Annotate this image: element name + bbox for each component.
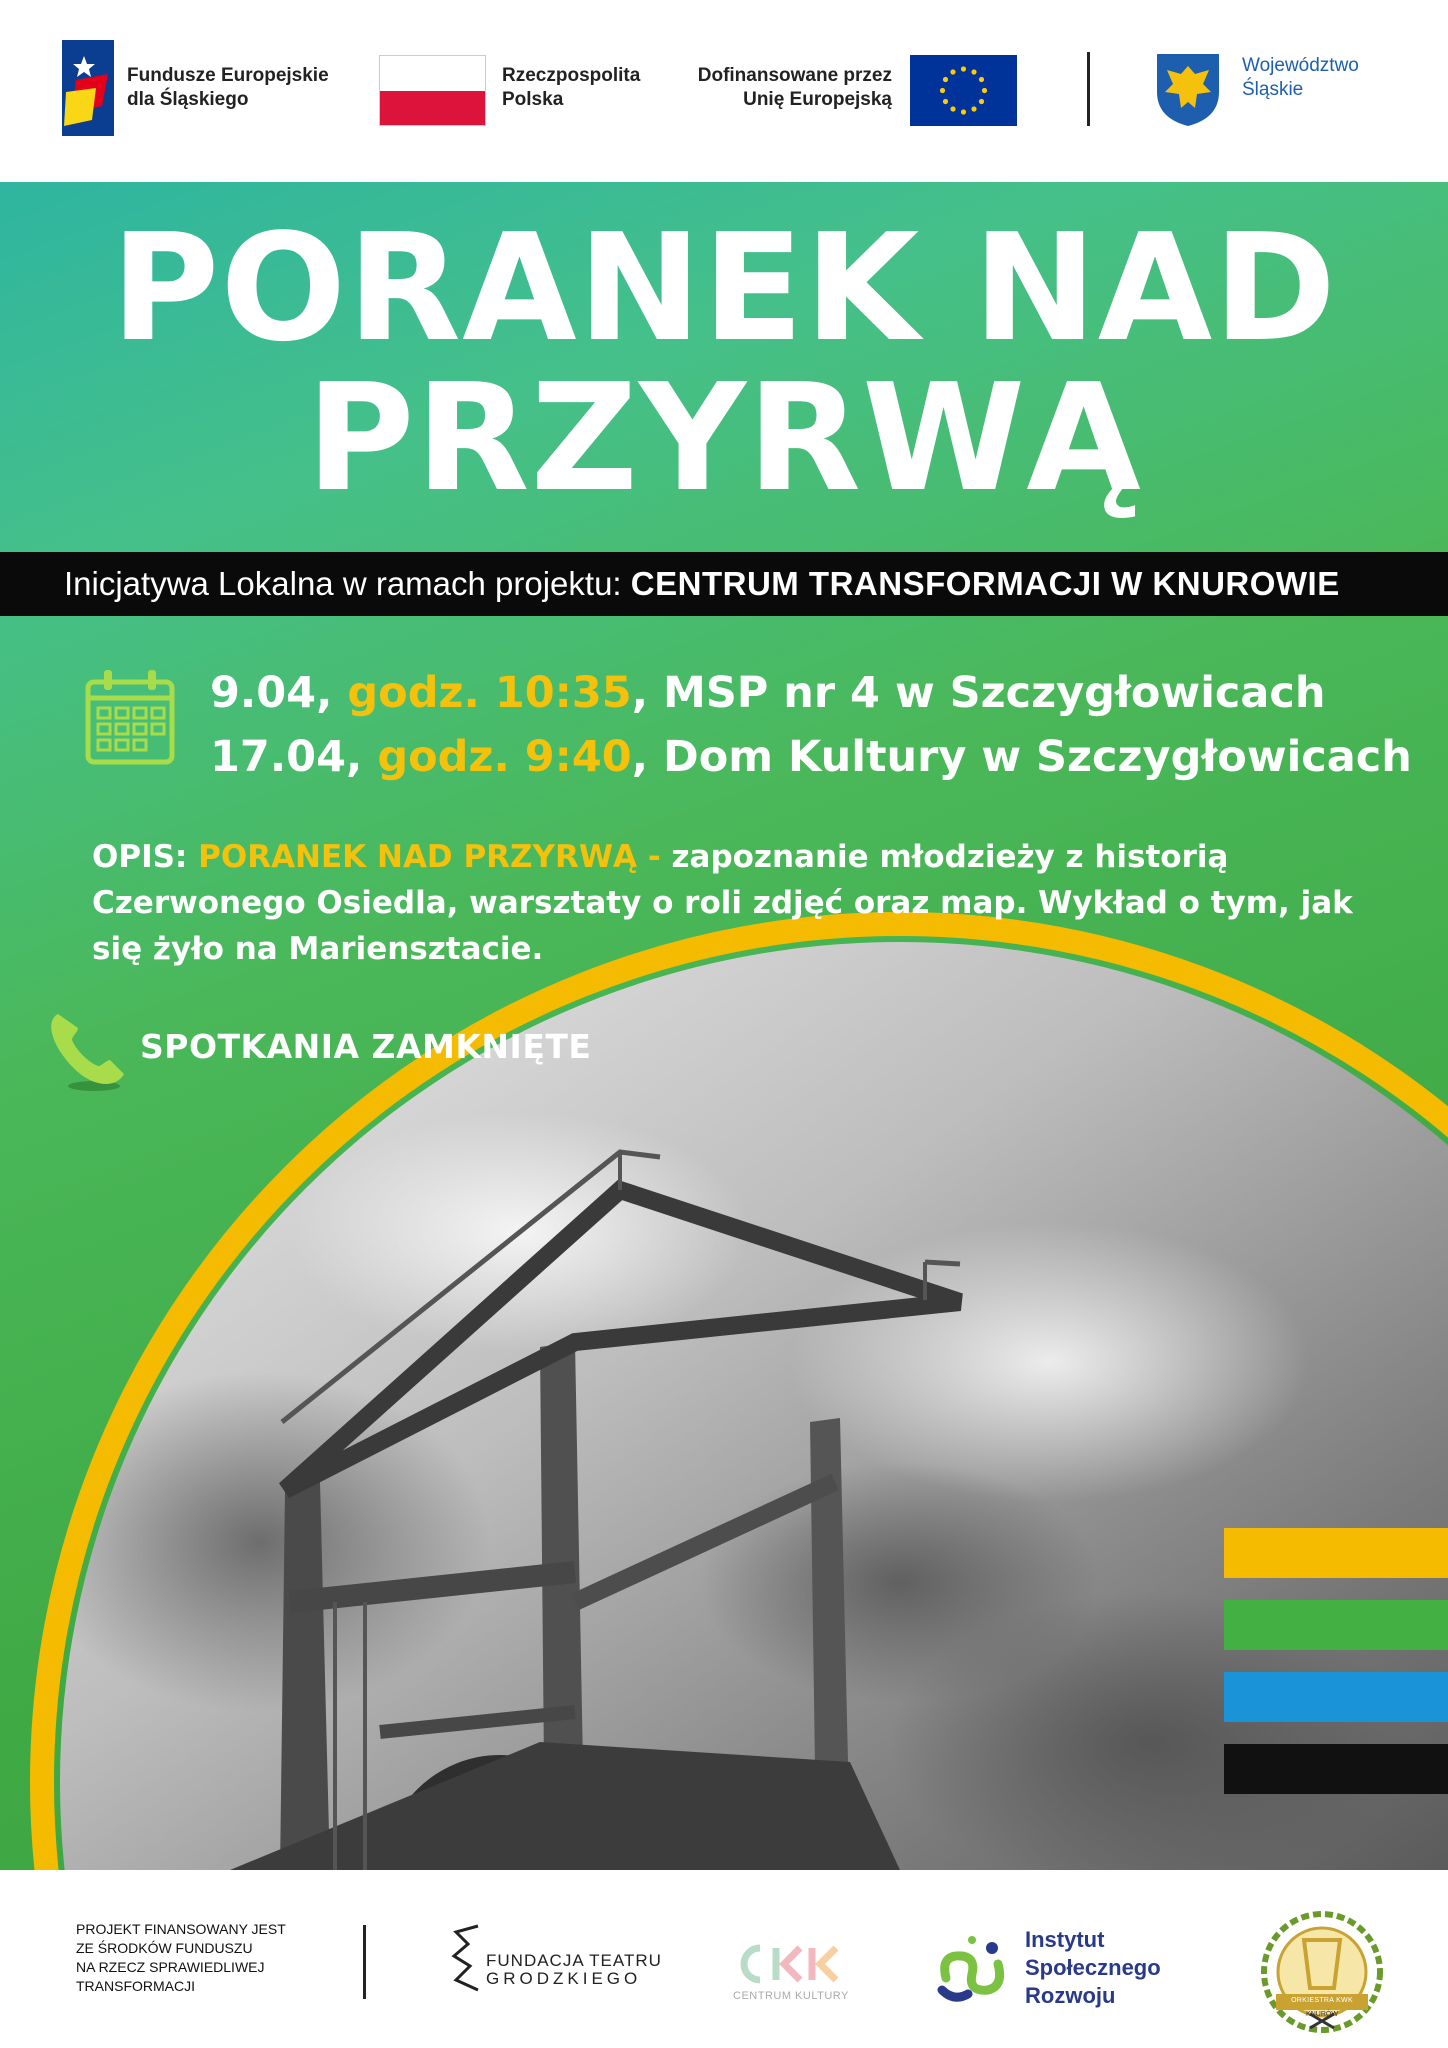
rp-line-1: Rzeczpospolita	[502, 65, 641, 86]
place-1: , MSP nr 4 w Szczygłowicach	[631, 668, 1326, 718]
funding-line-1: PROJEKT FINANSOWANY JEST	[76, 1921, 286, 1937]
ckk-logo-icon	[730, 1940, 850, 1988]
stripe-yellow	[1224, 1528, 1448, 1578]
subtitle-project: CENTRUM TRANSFORMACJI W KNUROWIE	[630, 565, 1340, 602]
phone-icon	[44, 1004, 134, 1094]
instytut-logo-icon	[932, 1934, 1012, 2006]
footer-divider	[363, 1925, 366, 1999]
slaskie-eagle-icon	[1155, 52, 1221, 128]
fundacja-logo-text	[486, 1952, 662, 1988]
funding-note	[76, 1920, 306, 1996]
fundacja-line-1: FUNDACJA TEATRU	[486, 1951, 662, 1970]
funding-line-4: TRANSFORMACJI	[76, 1978, 195, 1994]
date-2: 17.04,	[210, 732, 378, 782]
subtitle-prefix: Inicjatywa Lokalna w ramach projektu:	[64, 565, 631, 602]
instytut-logo-text	[1025, 1926, 1161, 2010]
eu-logo-text	[630, 64, 892, 112]
orkiestra-line-1: ORKIESTRA KWK	[1291, 1997, 1353, 2004]
polish-flag	[379, 55, 486, 126]
funding-line-3: NA RZECZ SPRAWIEDLIWEJ	[76, 1959, 265, 1975]
slaskie-logo-text	[1242, 54, 1359, 102]
funding-line-2: ZE ŚRODKÓW FUNDUSZU	[76, 1940, 253, 1956]
slaskie-line-1: Województwo	[1242, 55, 1359, 76]
subtitle-bar	[0, 552, 1448, 616]
stripe-green	[1224, 1600, 1448, 1650]
orkiestra-emblem-text	[1276, 1997, 1368, 2005]
poster-main	[0, 182, 1448, 1870]
stripe-black	[1224, 1744, 1448, 1794]
description	[92, 834, 1412, 972]
fe-logo-text	[127, 64, 329, 112]
calendar-icon	[84, 668, 180, 770]
rp-line-2: Polska	[502, 89, 564, 110]
description-text: zapoznanie młodzieży z historią Czerwonego Osiedla, warsztaty o roli zdjęć oraz map. Wykład o tym, jak się żyło na Mariensztacie.	[92, 839, 1353, 967]
date-1: 9.04,	[210, 668, 348, 718]
fe-line-1: Fundusze Europejskie	[127, 65, 329, 86]
orkiestra-emblem-text-2	[1276, 2011, 1368, 2019]
title-line-2: PRZYRWĄ	[306, 352, 1142, 524]
date-line-2	[210, 732, 1412, 782]
slaskie-line-2: Śląskie	[1242, 79, 1304, 100]
eu-line-2: Unię Europejską	[743, 89, 892, 110]
instytut-line-1: Instytut	[1025, 1927, 1105, 1952]
ckk-logo-text: CENTRUM KULTURY	[733, 1990, 849, 2002]
fundacja-line-2: GRODZKIEGO	[486, 1969, 642, 1988]
instytut-line-3: Rozwoju	[1025, 1983, 1116, 2008]
closed-meetings-label: SPOTKANIA ZAMKNIĘTE	[140, 1027, 592, 1066]
header-divider	[1087, 52, 1090, 126]
footer	[0, 1870, 1448, 2048]
stripe-blue	[1224, 1672, 1448, 1722]
orkiestra-line-2: KNURÓW	[1306, 2011, 1338, 2018]
fundusze-europejskie-logo	[62, 40, 114, 136]
description-label: OPIS:	[92, 839, 199, 875]
instytut-line-2: Społecznego	[1025, 1955, 1161, 1980]
description-title: PORANEK NAD PRZYRWĄ -	[198, 839, 672, 875]
fe-line-2: dla Śląskiego	[127, 89, 249, 110]
logo-bar	[0, 0, 1448, 182]
place-2: , Dom Kultury w Szczygłowicach	[631, 732, 1412, 782]
rp-logo-text	[502, 64, 640, 112]
title-line-1: PORANEK NAD	[110, 202, 1338, 374]
time-1: godz. 10:35	[347, 668, 632, 718]
time-2: godz. 9:40	[377, 732, 632, 782]
eu-flag	[910, 55, 1017, 126]
eu-line-1: Dofinansowane przez	[697, 65, 892, 86]
date-line-1	[210, 668, 1326, 718]
eu-stars-icon	[910, 55, 1017, 126]
fundacja-logo-icon	[448, 1922, 488, 1994]
